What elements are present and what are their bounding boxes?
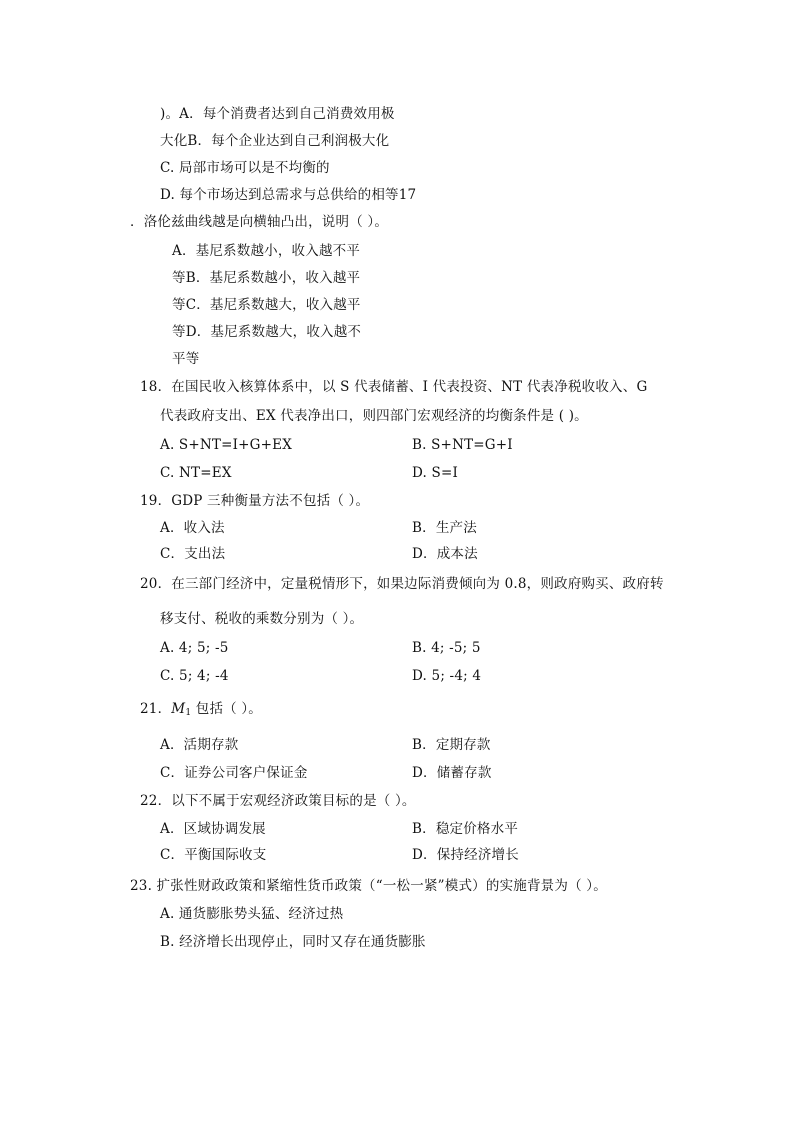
option-c: C．证券公司客户保证金	[160, 765, 308, 781]
question-18-stem: 18．在国民收入核算体系中，以 S 代表储蓄、I 代表投资、NT 代表净税收收入、G	[140, 379, 648, 395]
option-a: A．基尼系数越小，收入越不平	[172, 243, 361, 259]
option-a: A. S+NT=I+G+EX	[160, 437, 293, 453]
money-supply-symbol: M	[171, 701, 186, 717]
option-b: B. 4; -5; 5	[412, 640, 481, 656]
option-c: C. 5; 4; -4	[160, 668, 229, 684]
question-20-stem: 移支付、税收的乘数分别为（ ）。	[160, 611, 364, 627]
option-c: C．支出法	[160, 546, 226, 562]
option-d: D．保持经济增长	[412, 847, 519, 863]
question-22-stem: 22．以下不属于宏观经济政策目标的是（ ）。	[140, 793, 416, 809]
option-d: D．成本法	[412, 546, 478, 562]
subscript: 1	[185, 708, 192, 718]
option-c: C. 局部市场可以是不均衡的	[160, 160, 330, 176]
option-b: B. S+NT=G+I	[412, 437, 513, 453]
option-d: D. 每个市场达到总需求与总供给的相等17	[160, 187, 417, 203]
question-number: 21．	[140, 701, 172, 717]
option-b: B．定期存款	[412, 737, 491, 753]
option-a: A. 通货膨胀势头猛、经济过热	[160, 906, 344, 922]
text-line: )。A．每个消费者达到自己消费效用极	[160, 106, 395, 122]
question-18-stem: 代表政府支出、EX 代表净出口，则四部门宏观经济的均衡条件是 ( )。	[160, 408, 588, 424]
text-line: 大化B．每个企业达到自己利润极大化	[160, 133, 390, 149]
option-b: B．稳定价格水平	[412, 821, 519, 837]
option-d: D．储蓄存款	[412, 765, 492, 781]
option-a: A．区域协调发展	[160, 821, 266, 837]
option-a: A. 4; 5; -5	[160, 640, 229, 656]
option-c: C. NT=EX	[160, 465, 232, 481]
option-d: D. S=I	[412, 465, 459, 481]
option-c: 等C．基尼系数越大，收入越平	[172, 297, 361, 313]
question-17-stem: ．洛伦兹曲线越是向横轴凸出，说明（ ）。	[130, 214, 389, 230]
option-c: C．平衡国际收支	[160, 847, 267, 863]
option-b: B．生产法	[412, 520, 477, 536]
question-text: 包括（ ）。	[191, 701, 262, 717]
question-21-stem	[140, 703, 262, 718]
question-20-stem: 20．在三部门经济中，定量税情形下，如果边际消费倾向为 0.8，则政府购买、政府转	[140, 576, 664, 592]
option-d: 等D．基尼系数越大，收入越不	[172, 324, 362, 340]
option-d: D. 5; -4; 4	[412, 668, 482, 684]
text-line: 平等	[172, 351, 200, 367]
option-a: A．收入法	[160, 520, 225, 536]
option-b: B. 经济增长出现停止，同时又存在通货膨胀	[160, 934, 426, 950]
question-23-stem: 23. 扩张性财政政策和紧缩性货币政策（“一松一紧”模式）的实施背景为（ ）。	[130, 878, 607, 894]
option-b: 等B．基尼系数越小，收入越平	[172, 270, 361, 286]
option-a: A．活期存款	[160, 737, 239, 753]
question-19-stem: 19．GDP 三种衡量方法不包括（ ）。	[140, 493, 370, 509]
